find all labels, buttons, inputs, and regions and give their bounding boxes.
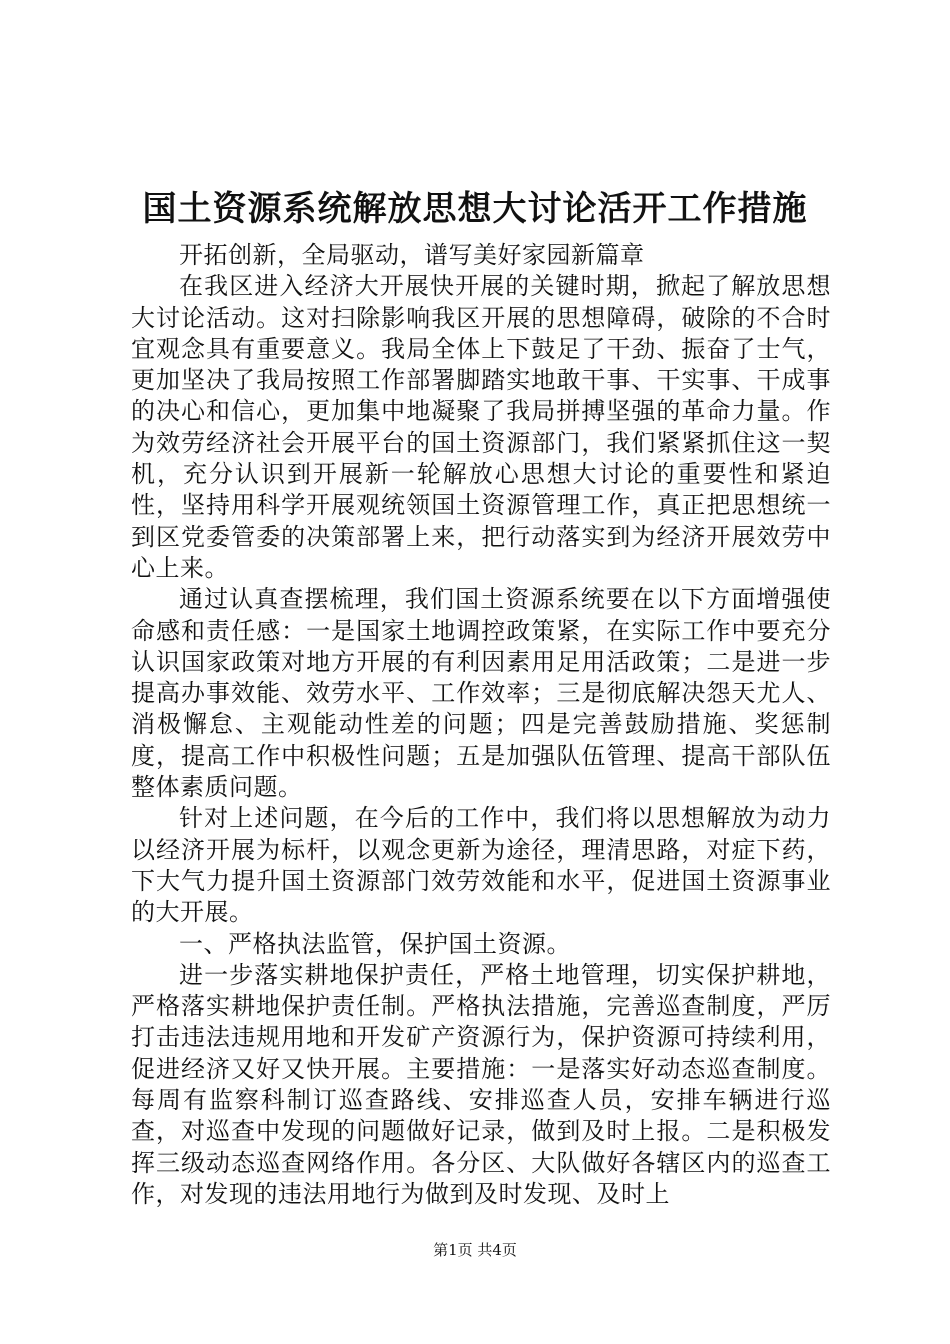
paragraph: 通过认真查摆梳理，我们国土资源系统要在以下方面增强使命感和责任感：一是国家土地调控政策紧，在实际工作中要充分认识国家政策对地方开展的有利因素用足用活政策；二是进一步提高办事效能、效劳水平、工作效率；三是彻底解决怨天尤人、消极懈怠、主观能动性差的问题；四是完善鼓励措施、奖惩制度，提高工作中积极性问题；五是加强队伍管理、提高干部队伍整体素质问题。 — [131, 585, 831, 802]
section-heading: 一、严格执法监管，保护国土资源。 — [179, 929, 571, 958]
paragraph: 针对上述问题，在今后的工作中，我们将以思想解放为动力以经济开展为标杆，以观念更新为途径，理清思路，对症下药，下大气力提升国土资源部门效劳效能和水平，促进国土资源事业的大开展。 — [131, 804, 831, 927]
page-footer: 第1页 共4页 — [433, 1241, 517, 1259]
document-title: 国土资源系统解放思想大讨论活开工作措施 — [142, 189, 808, 229]
paragraph: 在我区进入经济大开展快开展的关键时期，掀起了解放思想大讨论活动。这对扫除影响我区开展的思想障碍，破除的不合时宜观念具有重要意义。我局全体上下鼓足了干劲、振奋了士气，更加坚决了我局按照工作部署脚踏实地敢干事、干实事、干成事的决心和信心，更加集中地凝聚了我局拼搏坚强的革命力量。作为效劳经济社会开展平台的国土资源部门，我们紧紧抓住这一契机，充分认识到开展新一轮解放心思想大讨论的重要性和紧迫性，坚持用科学开展观统领国土资源管理工作，真正把思想统一到区党委管委的决策部署上来，把行动落实到为经济开展效劳中心上来。 — [131, 272, 831, 582]
document-body — [131, 240, 831, 1210]
paragraph: 开拓创新，全局驱动，谱写美好家园新篇章 — [179, 241, 645, 269]
paragraph: 进一步落实耕地保护责任，严格土地管理，切实保护耕地，严格落实耕地保护责任制。严格执法措施，完善巡查制度，严厉打击违法违规用地和开发矿产资源行为，保护资源可持续利用，促进经济又好又快开展。主要措施：一是落实好动态巡查制度。每周有监察科制订巡查路线、安排巡查人员，安排车辆进行巡查，对巡查中发现的问题做好记录，做到及时上报。二是积极发挥三级动态巡查网络作用。各分区、大队做好各辖区内的巡查工作，对发现的违法用地行为做到及时发现、及时上 — [131, 960, 831, 1208]
